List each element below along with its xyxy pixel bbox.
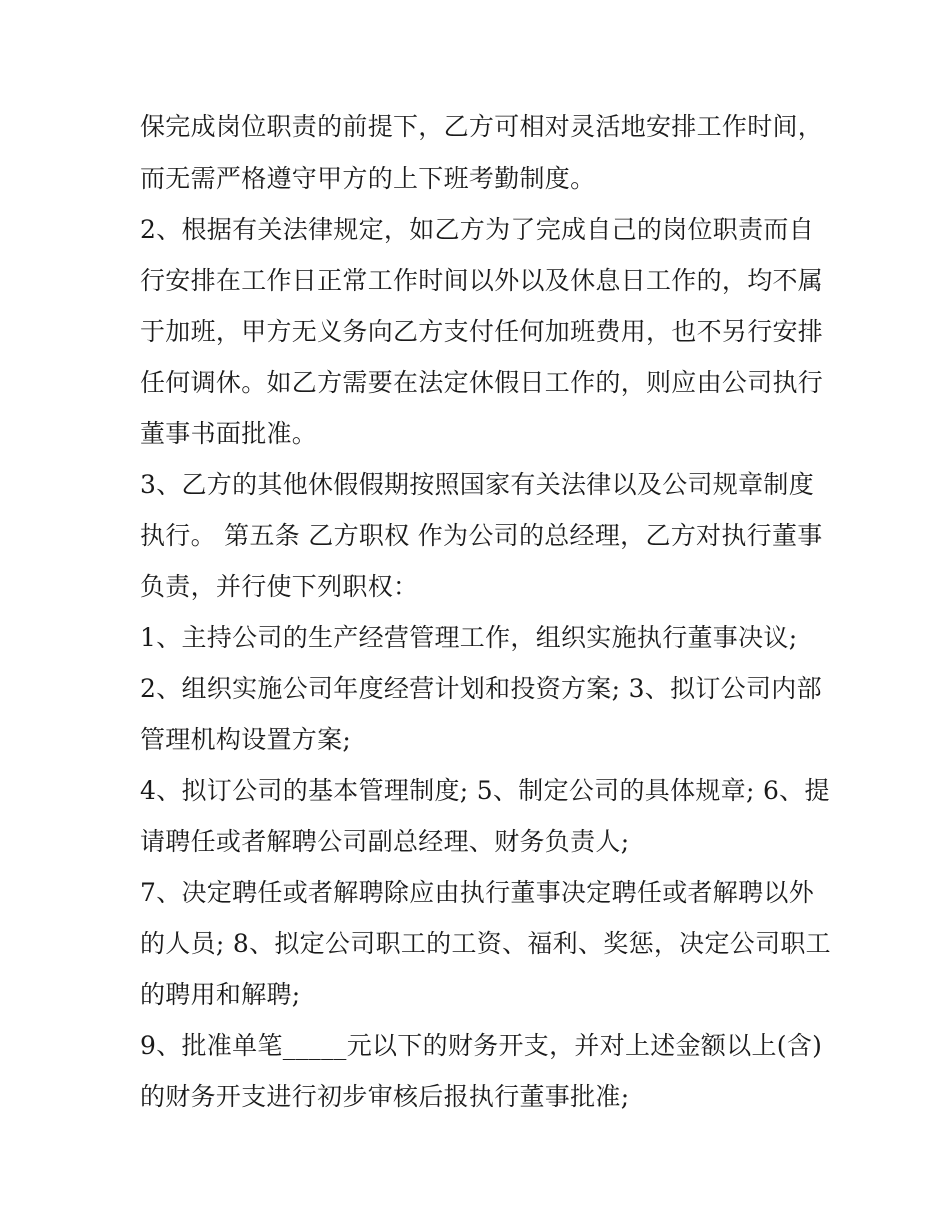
- text-line: 负责，并行使下列职权：: [140, 572, 419, 601]
- text-line: 的财务开支进行初步审核后报执行董事批准;: [140, 1082, 630, 1111]
- text-line: 董事书面批准。: [140, 419, 318, 448]
- text-line: 管理机构设置方案;: [140, 725, 352, 754]
- text-line: 4、拟订公司的基本管理制度; 5、制定公司的具体规章; 6、提: [140, 776, 830, 805]
- text-line: 执行。 第五条 乙方职权 作为公司的总经理，乙方对执行董事: [140, 521, 823, 550]
- text-line: 保完成岗位职责的前提下，乙方可相对灵活地安排工作时间，: [140, 112, 824, 141]
- text-line: 1、主持公司的生产经营管理工作，组织实施执行董事决议;: [140, 623, 798, 652]
- text-line: 于加班，甲方无义务向乙方支付任何加班费用，也不另行安排: [140, 317, 824, 346]
- text-line: 2、组织实施公司年度经营计划和投资方案; 3、拟订公司内部: [140, 674, 822, 703]
- text-line: 的聘用和解聘;: [140, 980, 301, 1009]
- text-line: 2、根据有关法律规定，如乙方为了完成自己的岗位职责而自: [140, 215, 815, 244]
- text-line: 行安排在工作日正常工作时间以外以及休息日工作的，均不属: [140, 266, 824, 295]
- text-line: 请聘任或者解聘公司副总经理、财务负责人;: [140, 827, 630, 856]
- text-line: 7、决定聘任或者解聘除应由执行董事决定聘任或者解聘以外: [140, 878, 815, 907]
- text-line: 任何调休。如乙方需要在法定休假日工作的，则应由公司执行: [140, 368, 824, 397]
- text-line: 而无需严格遵守甲方的上下班考勤制度。: [140, 164, 596, 193]
- text-line: 9、批准单笔_____元以下的财务开支，并对上述金额以上(含): [140, 1031, 823, 1060]
- text-line: 3、乙方的其他休假假期按照国家有关法律以及公司规章制度: [140, 470, 815, 499]
- text-line: 的人员; 8、拟定公司职工的工资、福利、奖惩，决定公司职工: [140, 929, 831, 958]
